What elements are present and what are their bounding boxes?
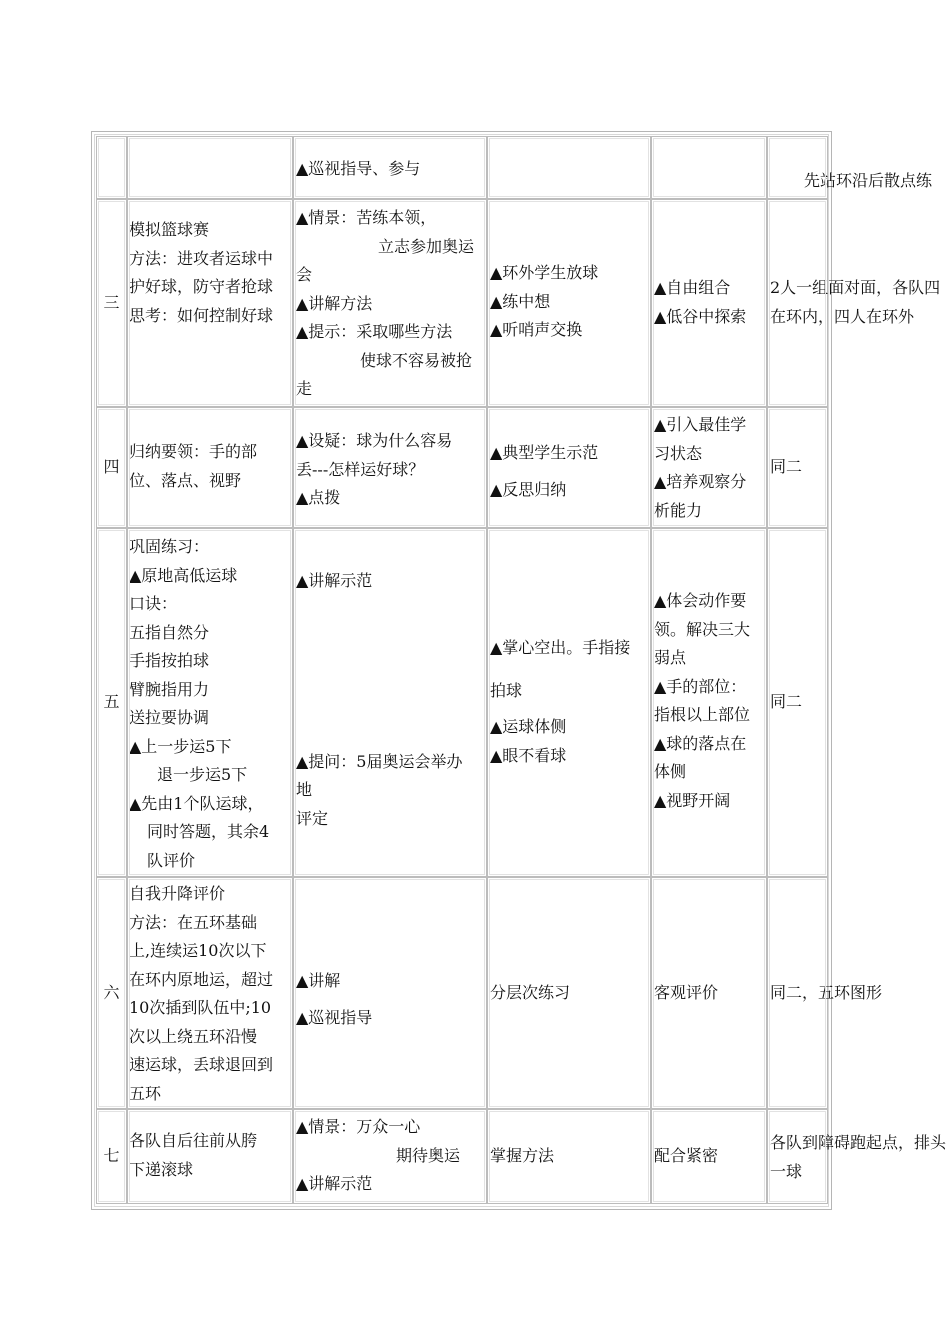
row-4-content-line: 自我升降评价 <box>129 884 226 903</box>
row-1-org-line: 在环内，四人在环外 <box>770 306 915 326</box>
row-3-num-cell <box>96 528 127 877</box>
row-3-content-line: 臂腕指用力 <box>129 679 210 699</box>
row-3-org-cell <box>767 528 828 877</box>
row-4-content-line: 方法：在五环基础 <box>129 912 258 932</box>
row-5-org-cell <box>767 1109 947 1204</box>
row-3-intent-line: ▲手的部位： <box>654 676 747 696</box>
row-5-teacher-line: ▲讲解示范 <box>296 1174 373 1193</box>
row-5-teacher-line: 期待奥运 <box>396 1145 461 1165</box>
row-1-teacher-cell <box>293 199 487 407</box>
row-1-student-line: ▲听哨声交换 <box>490 320 583 339</box>
row-1-teacher-line: ▲情景：苦练本领， <box>296 208 437 227</box>
row-4-teacher-cell <box>293 877 487 1109</box>
row-3-content-line: 手指按拍球 <box>129 651 210 670</box>
row-4-content-line: 上,连续运10次以下 <box>129 941 267 960</box>
row-4-student-line: 分层次练习 <box>490 982 571 1002</box>
row-3-content-line: 送拉要协调 <box>129 708 210 727</box>
row-5-num: 七 <box>103 1146 120 1166</box>
row-2-intent-cell <box>651 407 767 528</box>
row-1-org-line: 2人一组面对面，各队四 <box>770 278 941 297</box>
row-5-content-line: 下递滚球 <box>129 1159 194 1179</box>
row-3-teacher-line: 评定 <box>296 808 329 828</box>
row-4-student-cell <box>487 877 651 1109</box>
row-3-content-line: 巩固练习： <box>129 537 210 556</box>
row-4-intent-cell <box>651 877 767 1109</box>
row-2-student-line: ▲典型学生示范 <box>490 443 599 462</box>
row-2-teacher-line: ▲点拨 <box>296 488 341 507</box>
row-0-teacher-cell <box>293 136 487 199</box>
row-3-student-cell <box>487 528 651 877</box>
row-3-intent-line: 指根以上部位 <box>654 705 751 724</box>
row-1-teacher-line: ▲讲解方法 <box>296 293 373 313</box>
row-1-num-cell <box>96 199 127 407</box>
row-3-intent-line: 领。解决三大 <box>654 619 751 639</box>
row-1-student-line: ▲环外学生放球 <box>490 263 599 282</box>
row-3-num: 五 <box>103 692 120 712</box>
row-3-teacher-line: ▲提问：5届奥运会举办 <box>296 751 463 771</box>
row-1-content-line: 护好球，防守者抢球 <box>129 277 274 296</box>
row-3-content-line: ▲先由1个队运球， <box>129 793 264 813</box>
row-5-content-line: 各队自后往前从胯 <box>129 1131 258 1150</box>
row-1-teacher-line: 走 <box>296 379 313 398</box>
row-3-intent-cell <box>651 528 767 877</box>
row-2-org-line: 同二 <box>770 457 803 477</box>
row-5-org-line: 各队到障碍跑起点，排头 <box>770 1133 947 1152</box>
row-3-content-line: 队评价 <box>147 850 196 870</box>
row-0-intent-cell <box>651 136 767 199</box>
row-2-teacher-line: ▲设疑：球为什么容易 <box>296 431 453 450</box>
row-2-student-cell <box>487 407 651 528</box>
row-1-teacher-line: 会 <box>296 265 313 284</box>
row-4-teacher-line: ▲讲解 <box>296 971 341 990</box>
row-2-intent-line: 析能力 <box>654 500 703 520</box>
row-1-num: 三 <box>103 292 120 312</box>
row-1-intent-line: ▲自由组合 <box>654 278 731 297</box>
row-5-student-line: 掌握方法 <box>490 1146 555 1166</box>
row-3-teacher-line: ▲讲解示范 <box>296 571 373 590</box>
row-0-num-cell <box>96 136 127 199</box>
row-3-intent-line: 体侧 <box>654 762 687 781</box>
row-5-teacher-line: ▲情景：万众一心 <box>296 1117 421 1136</box>
row-4-content-line: 速运球，丢球退回到 <box>129 1055 274 1074</box>
row-0-content-cell <box>127 136 293 199</box>
row-3-intent-line: 弱点 <box>654 648 687 667</box>
row-2-num: 四 <box>103 457 120 477</box>
row-1-student-cell <box>487 199 651 407</box>
row-3-intent-line: ▲体会动作要 <box>654 591 747 610</box>
row-2-content-cell <box>127 407 293 528</box>
row-1-content-cell <box>127 199 293 407</box>
row-4-content-line: 在环内原地运，超过 <box>129 969 274 989</box>
row-2-student-line: ▲反思归纳 <box>490 480 567 499</box>
row-2-org-cell <box>767 407 828 528</box>
row-1-intent-cell <box>651 199 767 407</box>
row-2-content-line: 归纳要领：手的部 <box>129 442 258 461</box>
lesson-plan-table <box>91 131 947 1210</box>
row-2-intent-line: ▲培养观察分 <box>654 472 747 491</box>
row-2-num-cell <box>96 407 127 528</box>
row-5-intent-line: 配合紧密 <box>654 1146 719 1166</box>
row-4-num: 六 <box>103 982 120 1002</box>
row-1-org-cell <box>767 199 941 407</box>
row-1-content-line: 思考：如何控制好球 <box>129 305 274 325</box>
row-4-teacher-line: ▲巡视指导 <box>296 1008 373 1027</box>
row-3-intent-line: ▲球的落点在 <box>654 733 747 753</box>
row-3-intent-line: ▲视野开阔 <box>654 790 731 810</box>
row-3-org-line: 同二 <box>770 692 803 712</box>
row-3-content-line: 同时答题，其余4 <box>147 822 270 841</box>
row-0-org-cell <box>767 136 933 199</box>
row-5-teacher-cell <box>293 1109 487 1204</box>
row-4-intent-line: 客观评价 <box>654 982 719 1002</box>
row-3-content-line: ▲上一步运5下 <box>129 736 232 756</box>
row-4-content-line: 10次插到队伍中;10 <box>129 998 272 1017</box>
row-1-teacher-line: 使球不容易被抢 <box>360 350 473 370</box>
row-0-org-line: 先站环沿后散点练 <box>804 171 933 190</box>
row-5-student-cell <box>487 1109 651 1204</box>
row-2-content-line: 位、落点、视野 <box>129 470 242 490</box>
row-2-teacher-line: 丢---怎样运好球？ <box>296 459 425 479</box>
row-3-content-line: 口诀： <box>129 594 178 613</box>
row-3-student-line: ▲眼不看球 <box>490 745 567 765</box>
row-3-content-line: 退一步运5下 <box>157 765 248 784</box>
row-4-content-cell <box>127 877 293 1109</box>
row-0-teacher-line: ▲巡视指导、参与 <box>296 159 421 178</box>
row-5-content-cell <box>127 1109 293 1204</box>
row-4-org-line: 同二，五环图形 <box>770 982 883 1002</box>
row-2-intent-line: 习状态 <box>654 443 703 463</box>
row-1-teacher-line: ▲提示：采取哪些方法 <box>296 322 453 341</box>
row-1-teacher-line: 立志参加奥运 <box>378 236 475 256</box>
row-4-org-cell <box>767 877 883 1109</box>
row-1-intent-line: ▲低谷中探索 <box>654 306 747 326</box>
row-3-content-line: ▲原地高低运球 <box>129 565 238 585</box>
row-3-teacher-cell <box>293 528 487 877</box>
row-1-student-line: ▲练中想 <box>490 291 551 311</box>
row-2-intent-line: ▲引入最佳学 <box>654 415 747 434</box>
row-1-content-line: 模拟篮球赛 <box>129 220 210 239</box>
row-4-content-line: 次以上绕五环沿慢 <box>129 1026 258 1046</box>
row-3-student-line: ▲运球体侧 <box>490 717 567 736</box>
row-2-teacher-cell <box>293 407 487 528</box>
row-3-student-line: ▲掌心空出。手指接 <box>490 638 631 657</box>
row-3-content-line: 五指自然分 <box>129 622 210 642</box>
row-5-org-line: 一球 <box>770 1161 803 1181</box>
row-3-content-cell <box>127 528 293 877</box>
row-4-num-cell <box>96 877 127 1109</box>
row-5-intent-cell <box>651 1109 767 1204</box>
row-0-student-cell <box>487 136 651 199</box>
row-5-num-cell <box>96 1109 127 1204</box>
row-3-teacher-line: 地 <box>296 780 313 799</box>
row-4-content-line: 五环 <box>129 1083 162 1103</box>
row-3-student-line: 拍球 <box>490 680 523 700</box>
row-1-content-line: 方法：进攻者运球中 <box>129 248 274 268</box>
